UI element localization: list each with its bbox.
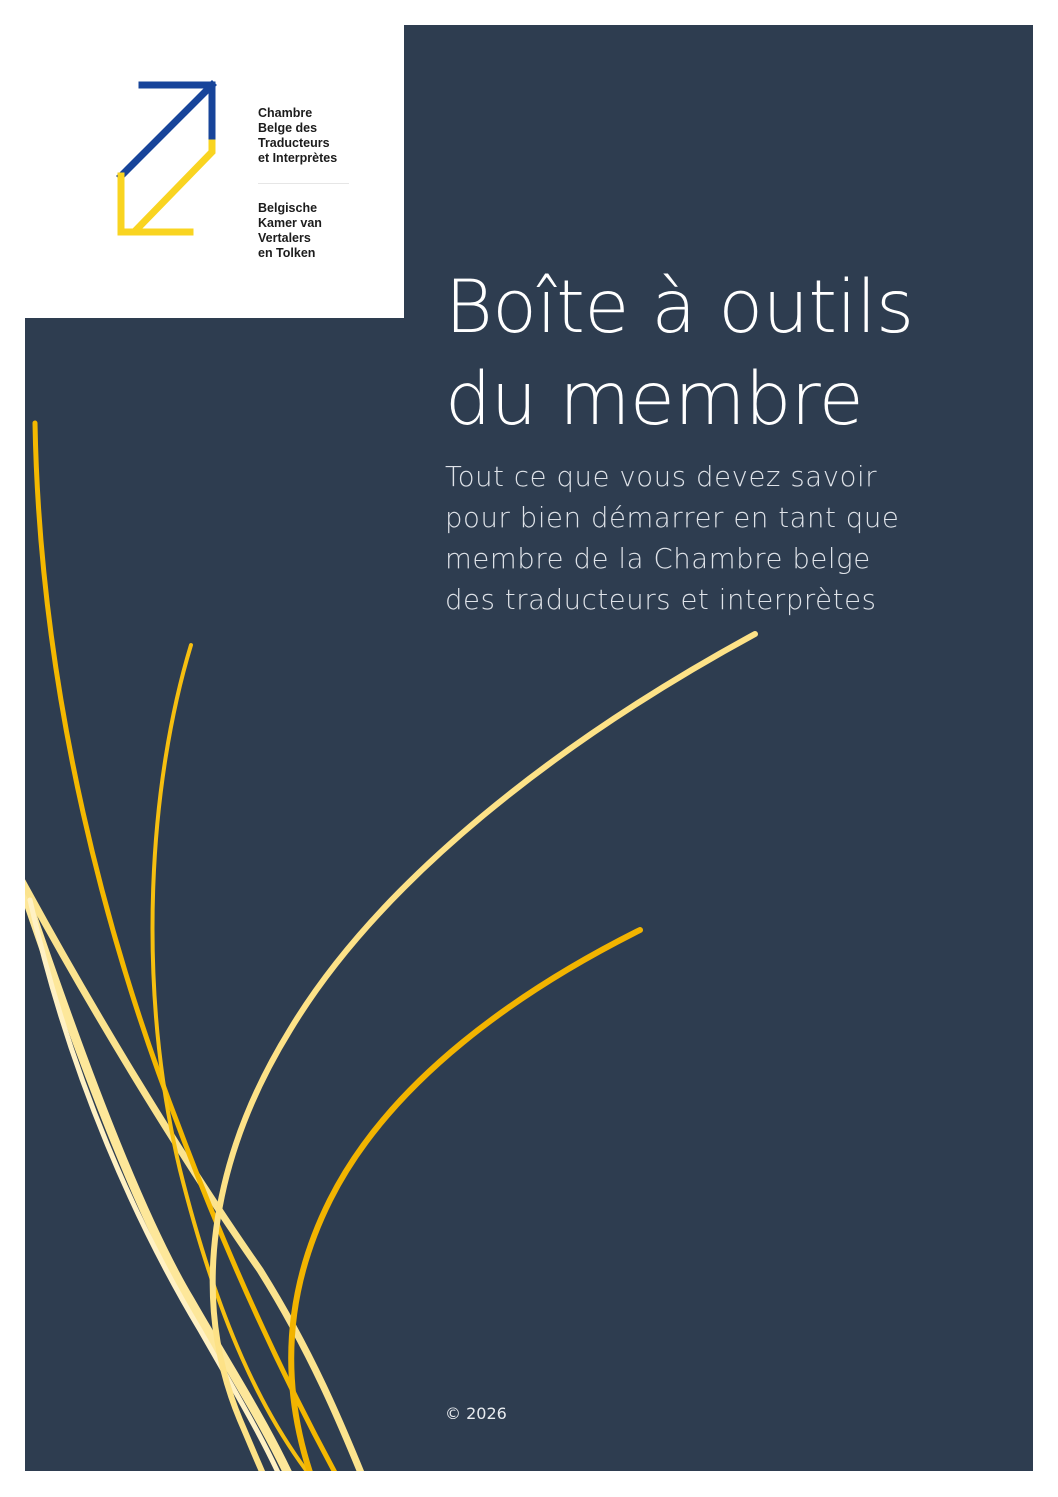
page-title xyxy=(445,262,1005,446)
subtitle-line: pour bien démarrer en tant que xyxy=(445,502,900,534)
logo-fr-line: Traducteurs xyxy=(258,136,330,150)
logo-fr-line: et Interprètes xyxy=(258,151,338,165)
cover-panel xyxy=(25,25,1033,1471)
logo-name-nl xyxy=(258,201,322,261)
logo-fr-line: Belge des xyxy=(258,121,318,135)
logo-name-fr xyxy=(258,106,337,166)
subtitle-line: des traducteurs et interprètes xyxy=(445,584,877,616)
subtitle-line: membre de la Chambre belge xyxy=(445,543,871,575)
swoosh-tall xyxy=(35,423,350,1471)
subtitle-line: Tout ce que vous devez savoir xyxy=(445,461,878,493)
copyright-notice: © 2026 xyxy=(445,1404,507,1423)
logo-nl-line: Vertalers xyxy=(258,231,311,245)
swoosh-pale-1 xyxy=(25,820,300,1471)
swoosh-thin xyxy=(153,645,330,1471)
logo-divider xyxy=(258,183,349,184)
logo-fr-line: Chambre xyxy=(258,106,313,120)
page-subtitle xyxy=(445,457,965,621)
title-line: Boîte à outils xyxy=(445,265,914,350)
logo-nl-line: en Tolken xyxy=(258,246,316,260)
chamber-logo-icon xyxy=(25,25,404,318)
swoosh-arc-large xyxy=(213,634,755,1471)
swoosh-arc-small xyxy=(291,930,640,1471)
logo-box xyxy=(25,25,404,318)
logo-nl-line: Kamer van xyxy=(258,216,322,230)
logo-nl-line: Belgische xyxy=(258,201,318,215)
title-line: du membre xyxy=(445,357,864,442)
swoosh-pale-3 xyxy=(30,900,290,1471)
swoosh-pale-2 xyxy=(25,840,372,1471)
